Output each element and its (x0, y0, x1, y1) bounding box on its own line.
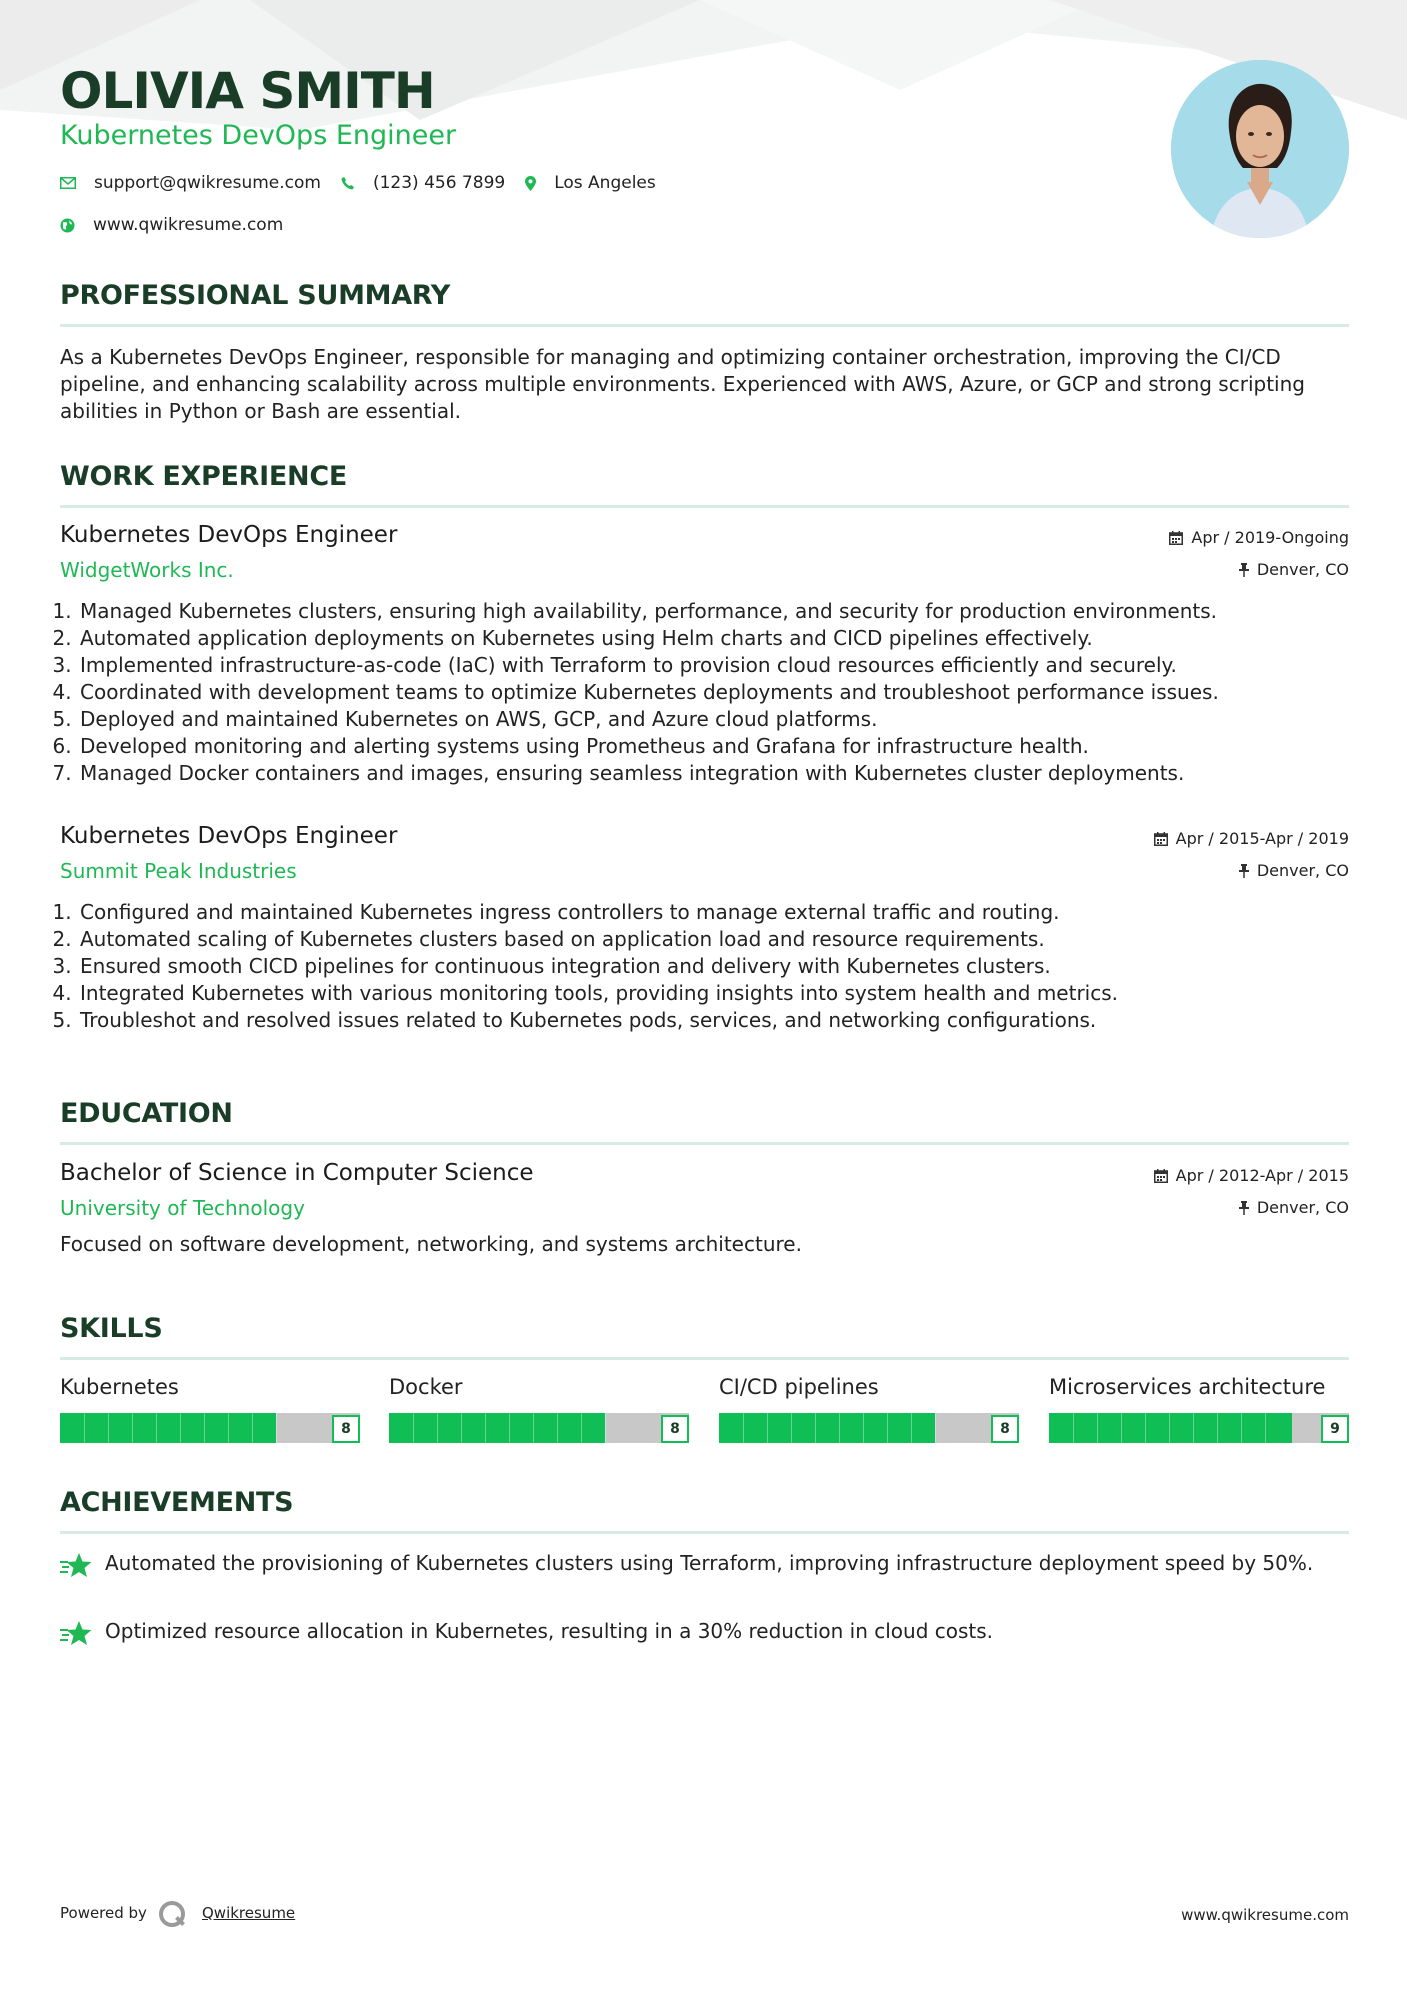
profile-photo (1171, 60, 1349, 238)
list-item: 4. Integrated Kubernetes with various monitoring tools, providing insights into system health and metrics. (78, 980, 1367, 1007)
skill-segment-divider (485, 1413, 486, 1443)
envelope-icon (60, 177, 76, 189)
map-marker-icon (525, 176, 536, 191)
skill-name: CI/CD pipelines (719, 1375, 879, 1399)
achievement-item (60, 1618, 1349, 1648)
footer (60, 1900, 1349, 1930)
education-entry (60, 1160, 1349, 1270)
website-row (60, 215, 303, 235)
skill-level-badge: 8 (332, 1415, 360, 1443)
education-degree: Bachelor of Science in Computer Science (60, 1160, 534, 1186)
skill-level-badge: 8 (991, 1415, 1019, 1443)
pin-icon (1239, 864, 1249, 878)
pin-icon (1239, 1201, 1249, 1215)
skills-list (60, 1375, 1349, 1445)
education-heading-text: EDUCATION (60, 1098, 233, 1129)
skill-segment-divider (743, 1413, 744, 1443)
skill-segment-divider (180, 1413, 181, 1443)
job-entry-duties (60, 598, 1367, 787)
education-date-text: Apr / 2012-Apr / 2015 (1175, 1166, 1349, 1185)
list-item: 1. Managed Kubernetes clusters, ensuring high availability, performance, and security for production environments. (78, 598, 1367, 625)
star-icon (60, 1620, 92, 1648)
skill-segment-divider (815, 1413, 816, 1443)
calendar-icon (1154, 832, 1168, 846)
job-entry-date (1154, 829, 1349, 848)
skill-segment-divider (1121, 1413, 1122, 1443)
achievements-heading-text: ACHIEVEMENTS (60, 1487, 294, 1518)
candidate-name: OLIVIA SMITH (60, 62, 435, 120)
skill-segment-divider (276, 1413, 277, 1443)
achievement-text: Optimized resource allocation in Kubernetes, resulting in a 30% reduction in cloud costs. (105, 1619, 994, 1643)
job-entry-location (1239, 560, 1349, 579)
skill-segment-divider (581, 1413, 582, 1443)
skill-segment-divider (84, 1413, 85, 1443)
globe-icon (60, 218, 75, 233)
skill-segment-divider (839, 1413, 840, 1443)
job-entry-location (1239, 861, 1349, 880)
job-entry-location-text: Denver, CO (1256, 861, 1349, 880)
skill-item (389, 1375, 689, 1445)
achievements-heading (60, 1487, 1349, 1518)
skill-name: Kubernetes (60, 1375, 179, 1399)
skill-segment-divider (935, 1413, 936, 1443)
section-divider (60, 1357, 1349, 1360)
powered-by-label: Powered by (60, 1904, 147, 1922)
section-divider (60, 1531, 1349, 1534)
skill-segment-divider (108, 1413, 109, 1443)
star-icon (60, 1552, 92, 1580)
job-entry (60, 522, 1349, 797)
summary-heading-text: PROFESSIONAL SUMMARY (60, 280, 451, 311)
skill-level-fill (719, 1413, 935, 1443)
calendar-icon (1154, 1169, 1168, 1183)
job-entry-title: Kubernetes DevOps Engineer (60, 522, 398, 548)
skill-segment-divider (1217, 1413, 1218, 1443)
skill-level-bar (60, 1413, 360, 1443)
list-item: 5. Troubleshot and resolved issues related to Kubernetes pods, services, and networking configurations. (78, 1007, 1367, 1034)
summary-heading (60, 280, 1349, 311)
skill-name: Microservices architecture (1049, 1375, 1326, 1399)
job-entry (60, 823, 1349, 1043)
section-divider (60, 324, 1349, 327)
avatar (1171, 60, 1349, 238)
website-item (60, 215, 283, 235)
contact-row (60, 173, 676, 193)
summary-text: As a Kubernetes DevOps Engineer, responsible for managing and optimizing container orchestration, improving the CI/CD pipeline, and enhancing scalability across multiple environments. Experienced with AWS, Azure, or GCP and strong scripting abilities in Python or Bash are essential. (60, 345, 1305, 423)
skill-level-bar (389, 1413, 689, 1443)
job-title: Kubernetes DevOps Engineer (60, 120, 457, 151)
email-item (60, 173, 321, 193)
list-item: 4. Coordinated with development teams to optimize Kubernetes deployments and troubleshoot performance issues. (78, 679, 1367, 706)
location-item (525, 173, 656, 193)
job-entry-duties (60, 899, 1367, 1034)
achievement-item (60, 1550, 1349, 1606)
education-date (1154, 1166, 1349, 1185)
education-description: Focused on software development, networking, and systems architecture. (60, 1232, 802, 1256)
skill-segment-divider (461, 1413, 462, 1443)
skill-segment-divider (413, 1413, 414, 1443)
qwikresume-link[interactable]: Qwikresume (202, 1904, 296, 1922)
job-entry-date-text: Apr / 2019-Ongoing (1191, 528, 1349, 547)
skill-level-bar (719, 1413, 1019, 1443)
job-entry-location-text: Denver, CO (1256, 560, 1349, 579)
skill-segment-divider (204, 1413, 205, 1443)
skill-segment-divider (252, 1413, 253, 1443)
skill-segment-divider (1241, 1413, 1242, 1443)
job-entry-company: Summit Peak Industries (60, 859, 297, 883)
education-school: University of Technology (60, 1196, 305, 1220)
skills-heading-text: SKILLS (60, 1313, 163, 1344)
skill-item (60, 1375, 360, 1445)
list-item: 7. Managed Docker containers and images, ensuring seamless integration with Kubernetes cluster deployments. (78, 760, 1367, 787)
job-entry-date-text: Apr / 2015-Apr / 2019 (1175, 829, 1349, 848)
achievement-text: Automated the provisioning of Kubernetes clusters using Terraform, improving infrastructure deployment speed by 50%. (105, 1551, 1314, 1575)
phone-item (341, 173, 505, 193)
skill-segment-divider (1193, 1413, 1194, 1443)
section-divider (60, 505, 1349, 508)
list-item: 5. Deployed and maintained Kubernetes on AWS, GCP, and Azure cloud platforms. (78, 706, 1367, 733)
education-location (1239, 1198, 1349, 1217)
list-item: 1. Configured and maintained Kubernetes ingress controllers to manage external traffic and routing. (78, 899, 1367, 926)
skill-level-bar (1049, 1413, 1349, 1443)
email-link[interactable]: support@qwikresume.com (94, 173, 321, 193)
education-heading (60, 1098, 1349, 1129)
skills-heading (60, 1313, 1349, 1344)
pin-icon (1239, 563, 1249, 577)
list-item: 2. Automated scaling of Kubernetes clusters based on application load and resource requirements. (78, 926, 1367, 953)
skill-segment-divider (533, 1413, 534, 1443)
list-item: 6. Developed monitoring and alerting systems using Prometheus and Grafana for infrastructure health. (78, 733, 1367, 760)
skill-segment-divider (767, 1413, 768, 1443)
skill-segment-divider (605, 1413, 606, 1443)
skill-segment-divider (557, 1413, 558, 1443)
skill-segment-divider (228, 1413, 229, 1443)
skill-level-fill (389, 1413, 605, 1443)
skill-segment-divider (1097, 1413, 1098, 1443)
education-location-text: Denver, CO (1256, 1198, 1349, 1217)
skill-level-badge: 8 (661, 1415, 689, 1443)
experience-heading (60, 461, 1349, 492)
skill-segment-divider (791, 1413, 792, 1443)
skill-level-fill (60, 1413, 276, 1443)
skill-level-fill (1049, 1413, 1292, 1443)
list-item: 3. Implemented infrastructure-as-code (IaC) with Terraform to provision cloud resources efficiently and securely. (78, 652, 1367, 679)
skill-item (719, 1375, 1019, 1445)
skill-segment-divider (132, 1413, 133, 1443)
phone-icon (341, 176, 355, 190)
skill-segment-divider (1169, 1413, 1170, 1443)
skill-segment-divider (437, 1413, 438, 1443)
skill-segment-divider (1073, 1413, 1074, 1443)
job-entry-title: Kubernetes DevOps Engineer (60, 823, 398, 849)
website-link[interactable]: www.qwikresume.com (93, 215, 284, 235)
skill-segment-divider (911, 1413, 912, 1443)
skill-segment-divider (863, 1413, 864, 1443)
skill-segment-divider (509, 1413, 510, 1443)
calendar-icon (1169, 531, 1183, 545)
list-item: 3. Ensured smooth CICD pipelines for continuous integration and delivery with Kubernetes clusters. (78, 953, 1367, 980)
job-entry-date (1169, 528, 1349, 547)
phone-number: (123) 456 7899 (372, 173, 506, 193)
skill-segment-divider (156, 1413, 157, 1443)
qwikresume-logo-icon (158, 1900, 188, 1930)
job-entry-company: WidgetWorks Inc. (60, 558, 234, 582)
experience-heading-text: WORK EXPERIENCE (60, 461, 347, 492)
skill-item (1049, 1375, 1349, 1445)
skill-segment-divider (1145, 1413, 1146, 1443)
list-item: 2. Automated application deployments on Kubernetes using Helm charts and CICD pipelines effectively. (78, 625, 1367, 652)
skill-level-badge: 9 (1321, 1415, 1349, 1443)
location-text: Los Angeles (554, 173, 656, 193)
footer-website-link[interactable]: www.qwikresume.com (1181, 1906, 1349, 1924)
skill-name: Docker (389, 1375, 463, 1399)
section-divider (60, 1142, 1349, 1145)
skill-segment-divider (1265, 1413, 1266, 1443)
skill-segment-divider (887, 1413, 888, 1443)
